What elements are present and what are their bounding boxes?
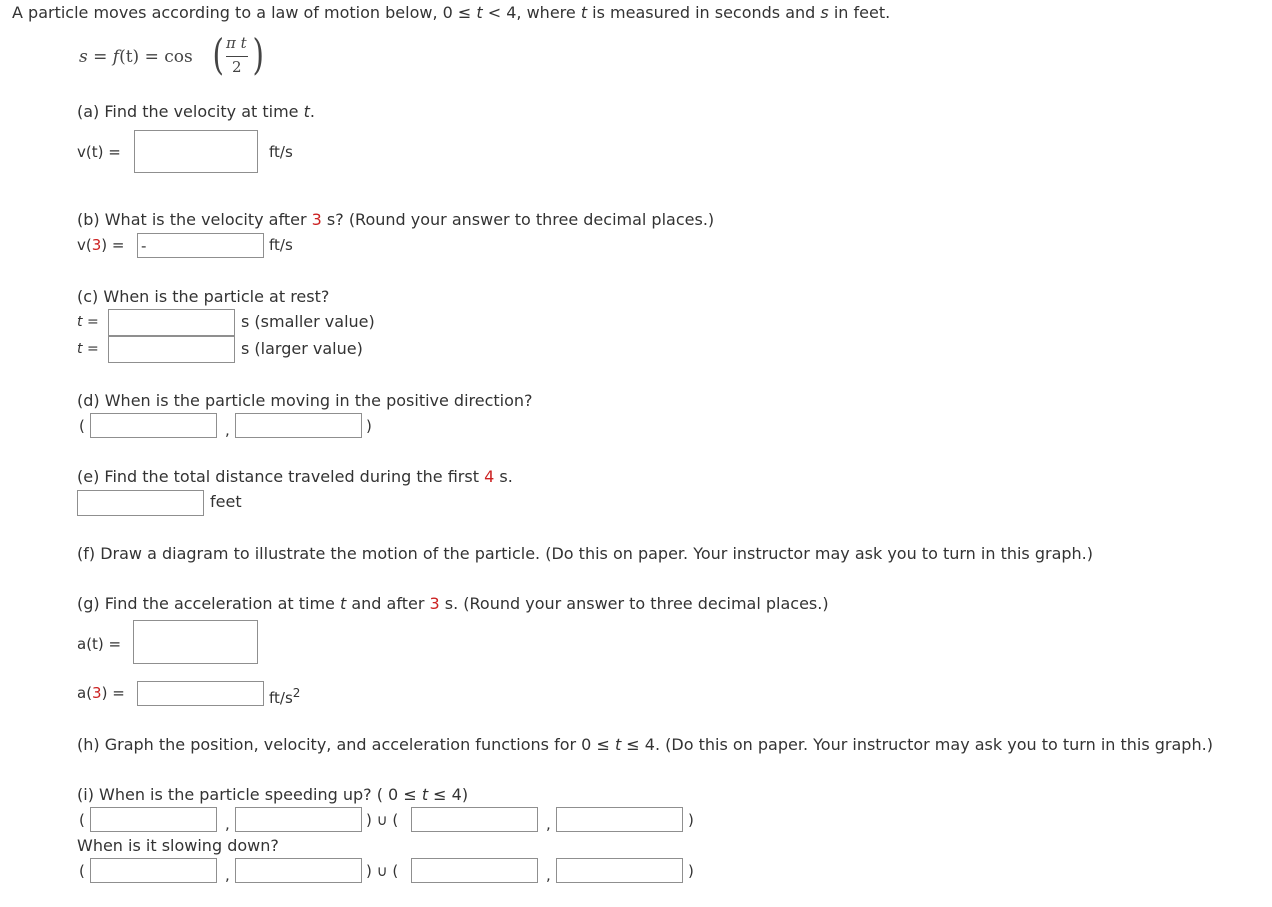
- slowing-interval-1-end-input[interactable]: [235, 858, 362, 883]
- prompt-text: and after: [346, 594, 430, 613]
- speeding-interval-2-start-input[interactable]: [411, 807, 538, 832]
- part-b-unit: ft/s: [269, 236, 293, 254]
- label-text: ) =: [101, 684, 125, 702]
- intro-text: < 4, where: [482, 3, 581, 22]
- formula-denominator: 2: [232, 58, 242, 76]
- part-d-prompt: (d) When is the particle moving in the positive direction?: [77, 391, 533, 410]
- prompt-text: ≤ 4): [428, 785, 469, 804]
- part-g-prompt: [77, 594, 829, 614]
- label-text: v(: [77, 236, 92, 254]
- part-a-unit: ft/s: [269, 143, 293, 161]
- part-c-unit-small: s (smaller value): [241, 312, 375, 331]
- highlight-number: 4: [484, 467, 495, 486]
- acceleration-answer-input[interactable]: [133, 620, 258, 664]
- var-t: t: [303, 102, 310, 121]
- part-f-prompt: (f) Draw a diagram to illustrate the motion of the particle. (Do this on paper. Your instructor may ask you to turn in this graph.): [77, 544, 1094, 563]
- interval-open-paren: (: [79, 862, 85, 880]
- acceleration-at-3-input[interactable]: [137, 681, 264, 706]
- part-g-unit: [269, 683, 300, 708]
- part-b-label: [77, 235, 124, 255]
- interval-close-paren: ): [688, 862, 694, 880]
- pi-symbol: π: [226, 34, 236, 52]
- problem-statement: [12, 3, 890, 23]
- positive-interval-start-input[interactable]: [90, 413, 217, 438]
- intro-text: A particle moves according to a law of motion below, 0 ≤: [12, 3, 477, 22]
- motion-formula: [79, 30, 299, 86]
- positive-interval-end-input[interactable]: [235, 413, 362, 438]
- formula-f: f: [112, 47, 120, 67]
- highlight-number: 3: [92, 684, 102, 702]
- interval-comma: ,: [546, 815, 551, 833]
- prompt-text: s.: [494, 467, 513, 486]
- speeding-interval-2-end-input[interactable]: [556, 807, 683, 832]
- interval-comma: ,: [546, 866, 551, 884]
- part-g-label-a: a(t) =: [77, 635, 122, 653]
- var-t: t: [339, 594, 347, 613]
- interval-comma: ,: [225, 421, 230, 439]
- slowing-interval-2-end-input[interactable]: [556, 858, 683, 883]
- part-c-t-label-2: t =: [77, 341, 99, 357]
- prompt-text: .: [309, 102, 315, 121]
- unit-exponent: 2: [292, 686, 301, 700]
- formula-paren-close: ): [252, 30, 264, 79]
- prompt-text: (h) Graph the position, velocity, and acceleration functions for 0 ≤: [77, 735, 615, 754]
- interval-open-paren: (: [79, 811, 85, 829]
- interval-union: ) ∪ (: [366, 811, 399, 829]
- part-h-prompt: [77, 735, 1213, 755]
- interval-union: ) ∪ (: [366, 862, 399, 880]
- prompt-text: s. (Round your answer to three decimal places.): [439, 594, 829, 613]
- speeding-interval-1-start-input[interactable]: [90, 807, 217, 832]
- prompt-text: (g) Find the acceleration at time: [77, 594, 340, 613]
- formula-cos: = cos: [139, 47, 193, 67]
- var-t: t: [614, 735, 622, 754]
- formula-arg: (t): [119, 47, 140, 67]
- part-i-prompt: [77, 785, 468, 805]
- unit-text: ft/s: [269, 689, 293, 707]
- part-c-prompt: (c) When is the particle at rest?: [77, 287, 330, 306]
- var-t: t: [240, 34, 247, 52]
- label-text: a(: [77, 684, 93, 702]
- prompt-text: s? (Round your answer to three decimal places.): [321, 210, 715, 229]
- prompt-text: (i) When is the particle speeding up? ( 0 ≤: [77, 785, 422, 804]
- interval-close-paren: ): [366, 417, 372, 435]
- rest-time-smaller-input[interactable]: [108, 309, 235, 336]
- intro-text: is measured in seconds and: [587, 3, 821, 22]
- interval-comma: ,: [225, 866, 230, 884]
- highlight-number: 3: [91, 236, 102, 254]
- velocity-at-3-input[interactable]: [137, 233, 264, 258]
- part-a-label: v(t) =: [77, 143, 121, 161]
- interval-open-paren: (: [79, 417, 85, 435]
- highlight-number: 3: [311, 210, 322, 229]
- part-g-label-a3: [77, 683, 125, 703]
- prompt-text: (a) Find the velocity at time: [77, 102, 304, 121]
- var-t: t: [476, 3, 483, 22]
- slowing-interval-1-start-input[interactable]: [90, 858, 217, 883]
- part-e-unit: feet: [210, 492, 242, 511]
- label-text: ) =: [101, 236, 125, 254]
- velocity-answer-input[interactable]: [134, 130, 258, 173]
- slowing-interval-2-start-input[interactable]: [411, 858, 538, 883]
- part-e-prompt: [77, 467, 513, 487]
- slowing-down-prompt: When is it slowing down?: [77, 836, 279, 855]
- prompt-text: (e) Find the total distance traveled during the first: [77, 467, 485, 486]
- highlight-number: 3: [429, 594, 440, 613]
- formula-numerator: [226, 34, 247, 52]
- interval-comma: ,: [225, 815, 230, 833]
- part-c-unit-large: s (larger value): [241, 339, 363, 358]
- var-s: s: [820, 3, 829, 22]
- formula-paren-open: (: [212, 30, 224, 79]
- part-c-t-label-1: t =: [77, 314, 99, 330]
- total-distance-input[interactable]: [77, 490, 204, 516]
- prompt-text: ≤ 4. (Do this on paper. Your instructor may ask you to turn in this graph.): [621, 735, 1213, 754]
- rest-time-larger-input[interactable]: [108, 336, 235, 363]
- intro-text: in feet.: [828, 3, 891, 22]
- speeding-interval-1-end-input[interactable]: [235, 807, 362, 832]
- prompt-text: (b) What is the velocity after: [77, 210, 312, 229]
- formula-fraction-bar: [226, 56, 248, 57]
- part-a-prompt: [77, 102, 315, 122]
- var-t: t: [580, 3, 588, 22]
- interval-close-paren: ): [688, 811, 694, 829]
- var-t: t: [421, 785, 429, 804]
- part-b-prompt: [77, 210, 714, 230]
- formula-lhs: s =: [79, 47, 113, 67]
